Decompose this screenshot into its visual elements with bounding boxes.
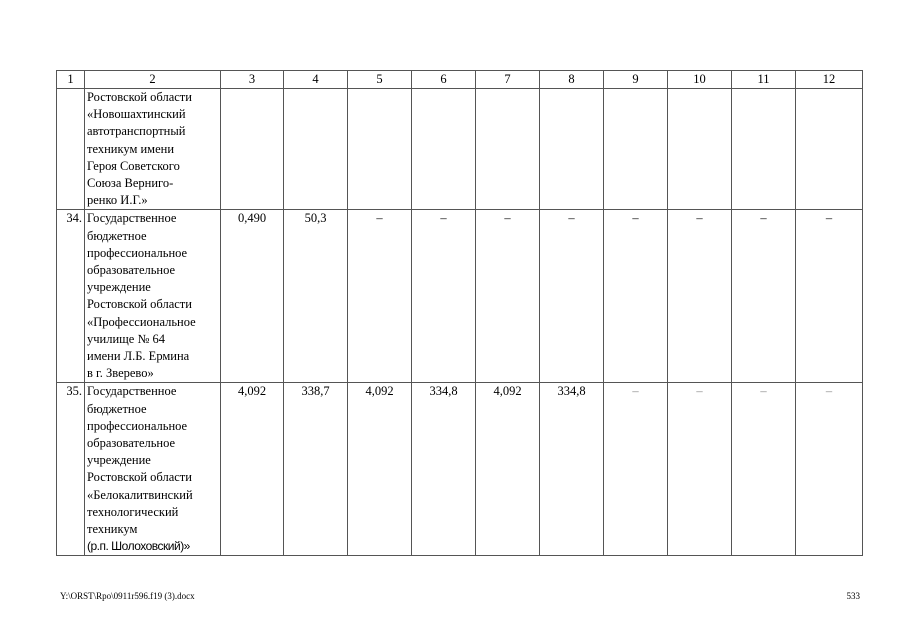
name-line: Героя Советского	[87, 158, 180, 173]
column-header: 1	[57, 71, 85, 89]
cell-value: –	[412, 210, 476, 383]
cell-value: –	[348, 210, 412, 383]
column-header: 11	[732, 71, 796, 89]
footer-file-path: Y:\ORST\Rpo\0911r596.f19 (3).docx	[60, 591, 195, 601]
name-line: ренко И.Г.»	[87, 193, 148, 208]
column-header: 12	[796, 71, 863, 89]
data-table	[56, 70, 863, 556]
name-line: профессиональное	[87, 418, 188, 433]
name-line: Государственное	[87, 384, 177, 399]
name-line: образовательное	[87, 436, 176, 451]
cell-value	[284, 89, 348, 210]
name-line: техникум	[87, 522, 138, 537]
institution-name	[85, 89, 221, 210]
header-row	[57, 71, 863, 89]
cell-value: 0,490	[221, 210, 284, 383]
name-line: Государственное	[87, 211, 177, 226]
cell-value: –	[668, 383, 732, 556]
cell-value: –	[796, 210, 863, 383]
row-number	[57, 89, 85, 210]
name-line: в г. Зверево»	[87, 366, 154, 381]
column-header: 3	[221, 71, 284, 89]
name-line: училище № 64	[87, 331, 166, 346]
column-header: 5	[348, 71, 412, 89]
name-line: техникум имени	[87, 141, 175, 156]
cell-value: –	[604, 210, 668, 383]
column-header: 7	[476, 71, 540, 89]
column-header: 9	[604, 71, 668, 89]
column-header: 4	[284, 71, 348, 89]
column-header: 8	[540, 71, 604, 89]
name-line: Ростовской области	[87, 297, 192, 312]
cell-value: –	[540, 210, 604, 383]
name-line: «Профессиональное	[87, 314, 196, 329]
name-line: бюджетное	[87, 228, 147, 243]
page-number: 533	[846, 591, 860, 601]
cell-value: –	[796, 383, 863, 556]
column-header: 6	[412, 71, 476, 89]
name-line: (р.п. Шолоховский)»	[87, 539, 190, 554]
institution-name	[85, 383, 221, 556]
row-number: 34.	[57, 210, 85, 383]
name-line: имени Л.Б. Ермина	[87, 349, 190, 364]
cell-value: 334,8	[540, 383, 604, 556]
table-row	[57, 383, 863, 556]
cell-value	[476, 89, 540, 210]
cell-value: 4,092	[348, 383, 412, 556]
cell-value: –	[604, 383, 668, 556]
cell-value: –	[732, 383, 796, 556]
cell-value	[796, 89, 863, 210]
cell-value	[604, 89, 668, 210]
name-line: учреждение	[87, 280, 151, 295]
cell-value: 338,7	[284, 383, 348, 556]
cell-value	[412, 89, 476, 210]
cell-value	[348, 89, 412, 210]
cell-value: 4,092	[221, 383, 284, 556]
cell-value: –	[476, 210, 540, 383]
name-line: «Белокалитвинский	[87, 487, 193, 502]
column-header: 10	[668, 71, 732, 89]
cell-value	[668, 89, 732, 210]
name-line: образовательное	[87, 263, 176, 278]
cell-value: 50,3	[284, 210, 348, 383]
name-line: профессиональное	[87, 245, 188, 260]
table-row	[57, 89, 863, 210]
institution-name	[85, 210, 221, 383]
table-row	[57, 210, 863, 383]
name-line: автотранспортный	[87, 124, 186, 139]
column-header: 2	[85, 71, 221, 89]
cell-value	[732, 89, 796, 210]
name-line: Союза Верниго-	[87, 176, 174, 191]
cell-value: –	[668, 210, 732, 383]
name-line: учреждение	[87, 453, 151, 468]
name-line: бюджетное	[87, 401, 147, 416]
name-line: Ростовской области	[87, 90, 192, 104]
name-line: Ростовской области	[87, 470, 192, 485]
cell-value: –	[732, 210, 796, 383]
name-line: «Новошахтинский	[87, 107, 186, 122]
cell-value	[221, 89, 284, 210]
cell-value: 4,092	[476, 383, 540, 556]
cell-value	[540, 89, 604, 210]
name-line: технологический	[87, 504, 179, 519]
cell-value: 334,8	[412, 383, 476, 556]
row-number: 35.	[57, 383, 85, 556]
